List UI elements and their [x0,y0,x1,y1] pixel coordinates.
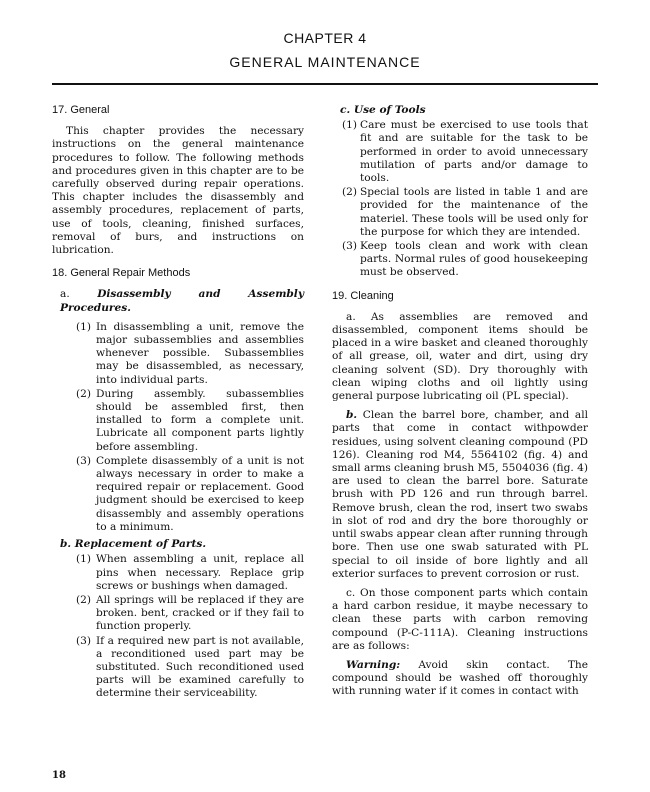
chapter-title: GENERAL MAINTENANCE [229,54,421,70]
section-17-body: This chapter provides the necessary instructions on the general maintenance procedures to follow. The following methods and procedures given in this chapter are to be carefully observed during repair operations. This chapter includes the disassembly and assembly procedures, replacement of parts, use of tools, cleaning, finished surfaces, removal of burs, and instructions on lubrication. [52,125,304,257]
list-item [52,321,304,387]
subsection-a-label: a. [60,288,70,301]
item-text: During assembly. subassemblies should be assembled first, then installed to form a complete unit. Lubricate all component parts lightly before assembling. [96,387,304,453]
warning-note [332,659,588,699]
item-number: (1) [76,553,92,566]
right-column [332,104,588,705]
cleaning-para-b [332,409,588,581]
section-17-heading: 17. General [52,104,110,116]
item-number: (3) [76,454,92,467]
list-item [332,186,588,239]
page-header [0,28,650,72]
list-item [52,553,304,593]
item-number: (3) [342,240,358,253]
list-item [52,594,304,634]
item-number: (2) [76,387,92,400]
item-number: (3) [76,634,92,647]
left-column [52,104,304,702]
item-number: (2) [342,186,358,199]
subsection-a-heading [60,288,304,314]
list-item [332,240,588,280]
item-number: (1) [342,119,358,132]
warning-text: Avoid skin contact. The compound should be washed off thoroughly with running water if it comes in contact with [332,658,588,698]
cleaning-para-a: a. As assemblies are removed and disassembled, component items should be placed in a wire basket and cleaned thoroughly of all grease, oil, water and dirt, using dry cleaning solvent (SD). Dry thoroughly with clean wiping cloths and oil lightly using general purpose lubricating oil (PL special). [332,310,588,403]
chapter-number: CHAPTER 4 [283,30,367,46]
warning-label: Warning: [346,658,401,671]
list-item [332,119,588,185]
cleaning-para-b-text: Clean the barrel bore, chamber, and all parts that come in contact withpowder residues, using solvent cleaning compound (PD 126). Cleaning rod M4, 5564102 (fig. 4) and small arms cleaning brush M5, 5504036 (fig. 4) are used to clean the barrel bore. Saturate brush with PD 126 and run through barrel. Remove brush, clean the rod, insert two swabs in slot of rod and dry the bore thoroughly or until swabs appear clean after running through bore. Then use one swab saturated with PL special to oil inside of bore lightly and all exterior surfaces to prevent corrosion or rust. [332,409,589,580]
section-19-heading: 19. Cleaning [332,289,394,302]
item-text: All springs will be replaced if they are broken. bent, cracked or if they fail to function properly. [96,593,304,633]
item-text: Care must be exercised to use tools that fit and are suitable for the task to be performed in order to avoid unnecessary mutilation of parts and/or damage to tools. [360,119,588,185]
header-rule [52,83,598,85]
item-text: Special tools are listed in table 1 and are provided for the maintenance of the materiel. These tools will be used only for the purpose for which they are intended. [360,186,588,238]
list-item [52,388,304,454]
subsection-a-title: Disassembly and Assembly Procedures. [60,288,304,314]
item-text: In disassembling a unit, remove the major subassemblies and assemblies whenever possible. Subassemblies may be disassembled, as necessary, into individual parts. [96,320,304,386]
item-number: (2) [76,593,92,606]
item-text: Complete disassembly of a unit is not always necessary in order to make a required repair or replacement. Good judgment should be exercised to keep disassembly and assembly operations to a minimum. [96,454,304,533]
subsection-b-title: b. Replacement of Parts. [60,538,207,551]
page-number: 18 [52,770,66,781]
list-item [52,635,304,701]
item-text: If a required new part is not available, a reconditioned used part may be substituted. Such reconditioned used parts will be examined carefully to determine their serviceability. [96,634,304,700]
cleaning-para-c: c. On those component parts which contain a hard carbon residue, it maybe necessary to clean these parts with carbon removing compound (P-C-111A). Cleaning instructions are as follows: [332,586,588,652]
item-text: When assembling a unit, replace all pins when necessary. Replace grip screws or bushings when damaged. [96,553,304,592]
item-text: Keep tools clean and work with clean parts. Normal rules of good housekeeping must be observed. [360,240,588,279]
section-18-heading: 18. General Repair Methods [52,267,191,280]
item-number: (1) [76,320,92,333]
cleaning-para-b-label: b. [346,409,358,422]
subsection-c-title: c. Use of Tools [340,104,426,116]
list-item [52,455,304,534]
